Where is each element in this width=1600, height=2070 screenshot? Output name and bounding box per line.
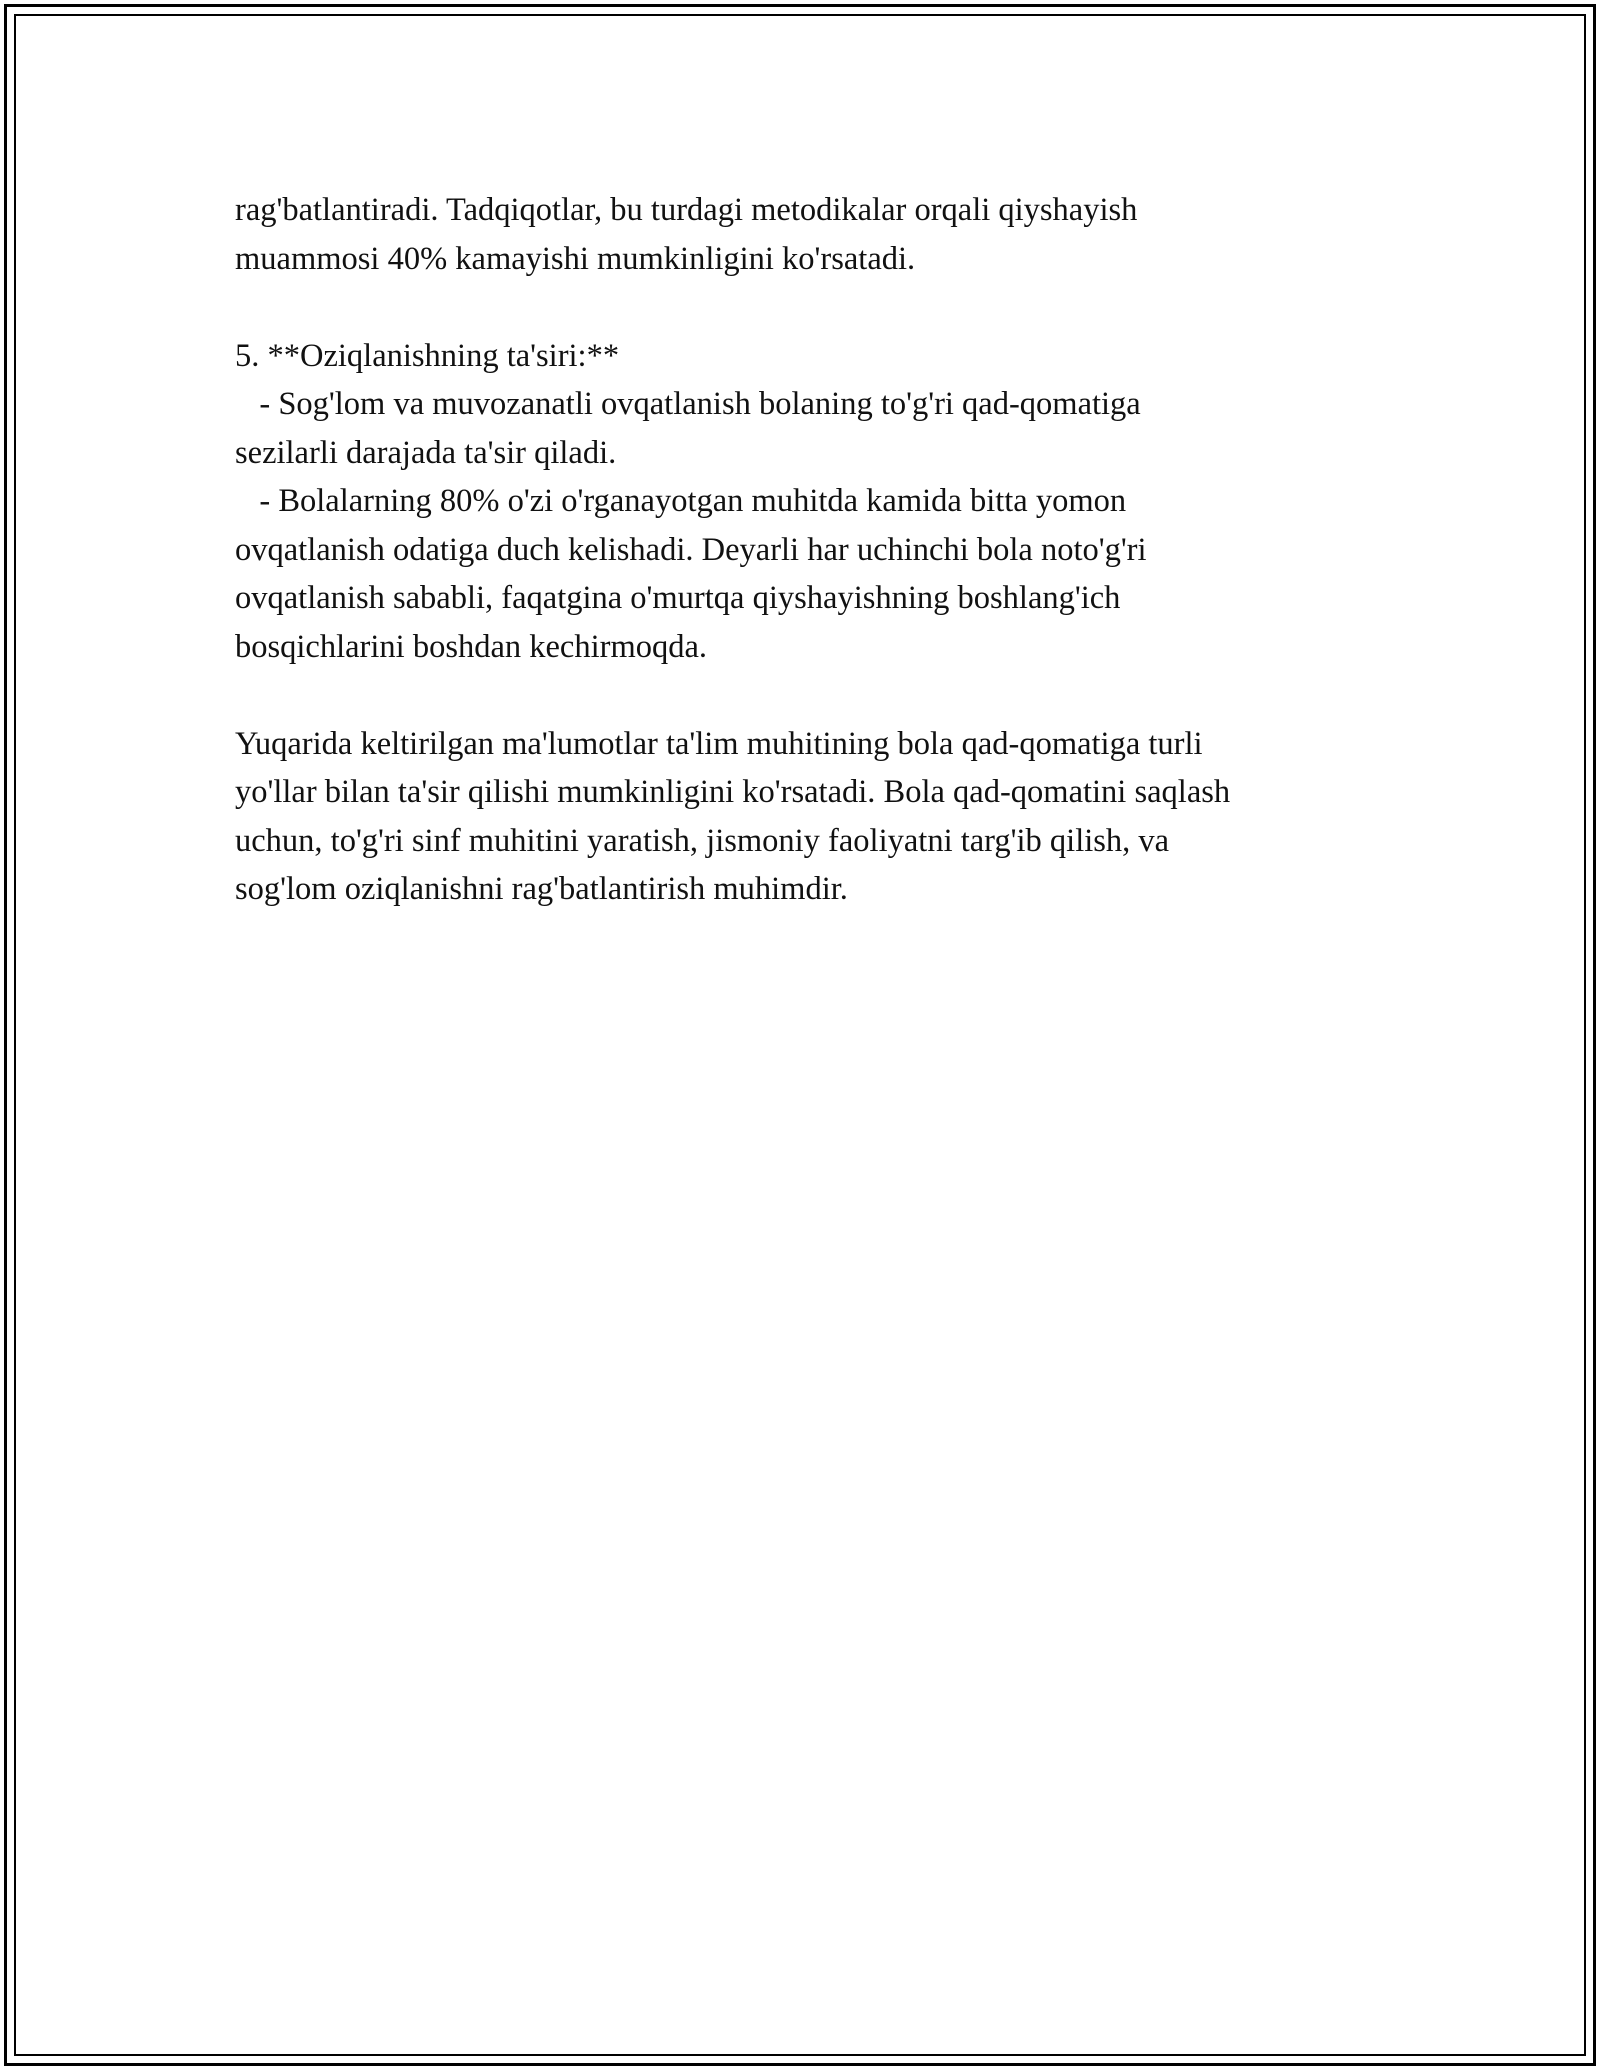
- text-line: rag'batlantiradi. Tadqiqotlar, bu turdagi metodikalar orqali qiyshayish: [235, 192, 1138, 228]
- text-line: ovqatlanish odatiga duch kelishadi. Deyarli har uchinchi bola noto'g'ri: [235, 531, 1147, 568]
- text-line: bosqichlarini boshdan kechirmoqda.: [235, 628, 708, 665]
- paragraph-gap: [235, 283, 1385, 332]
- text-line: - Bolalarning 80% o'zi o'rganayotgan muhitda kamida bitta yomon: [235, 483, 1127, 519]
- bullet-item: [235, 380, 1385, 477]
- text-line: muammosi 40% kamayishi mumkinligini ko'rsatadi.: [235, 240, 916, 277]
- text-line: sog'lom oziqlanishni rag'batlantirish muhimdir.: [235, 871, 848, 907]
- text-line: yo'llar bilan ta'sir qilishi mumkinligini ko'rsatadi. Bola qad-qomatini saqlash: [235, 774, 1231, 810]
- section-5: [235, 332, 1385, 672]
- text-line: ovqatlanish sababli, faqatgina o'murtqa qiyshayishning boshlang'ich: [235, 580, 1121, 616]
- text-line: uchun, to'g'ri sinf muhitini yaratish, jismoniy faoliyatni targ'ib qilish, va: [235, 822, 1170, 859]
- text-line: - Sog'lom va muvozanatli ovqatlanish bolaning to'g'ri qad-qomatiga: [235, 386, 1141, 422]
- text-line: Yuqarida keltirilgan ma'lumotlar ta'lim muhitining bola qad-qomatiga turli: [235, 725, 1203, 762]
- section-heading: 5. **Oziqlanishning ta'siri:**: [235, 337, 620, 374]
- bullet-item: [235, 477, 1385, 671]
- paragraph-conclusion: [235, 720, 1385, 914]
- paragraph-gap: [235, 671, 1385, 720]
- paragraph-intro: [235, 186, 1385, 283]
- document-body: [235, 186, 1385, 914]
- text-line: sezilarli darajada ta'sir qiladi.: [235, 434, 617, 471]
